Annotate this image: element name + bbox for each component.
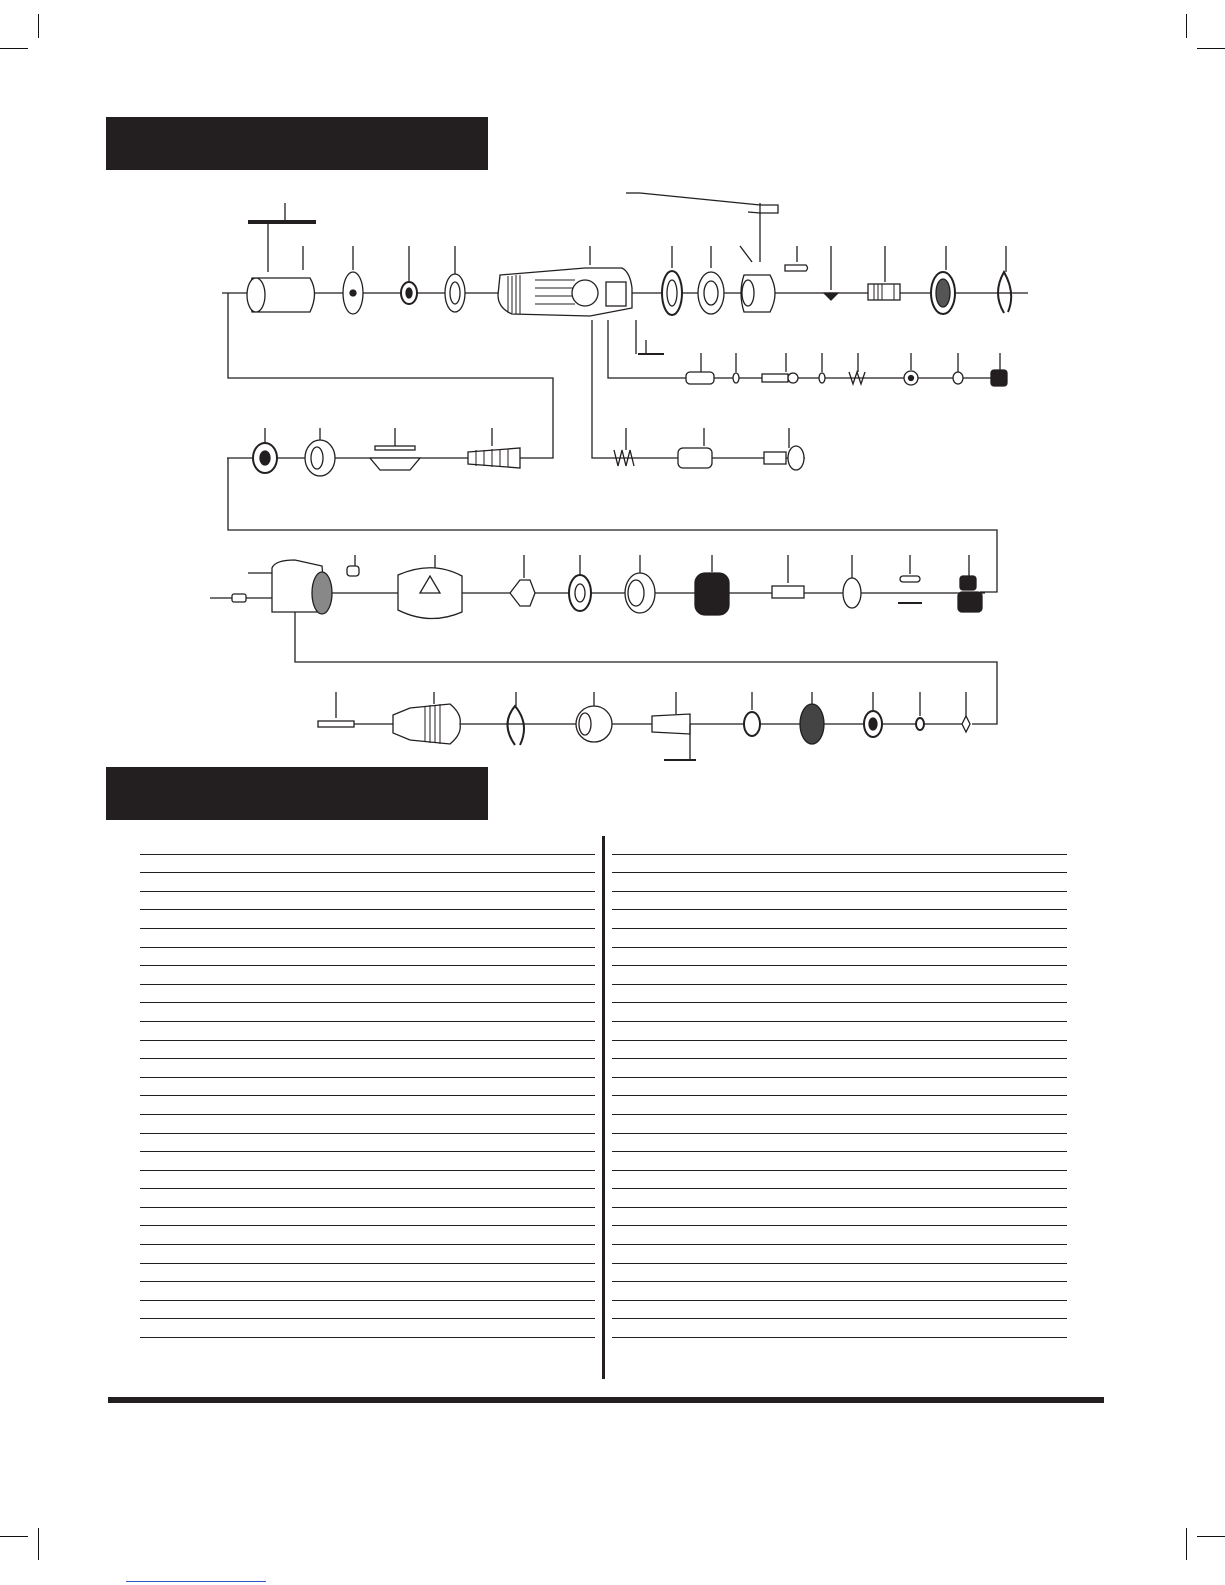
table-row	[140, 836, 595, 855]
table-row	[140, 985, 595, 1004]
crop-mark-bl-h	[0, 1536, 28, 1537]
table-row	[140, 1282, 595, 1301]
table-row	[612, 873, 1067, 892]
table-row	[612, 1041, 1067, 1060]
table-row	[140, 1152, 595, 1171]
table-row	[140, 1041, 595, 1060]
parts-list-right-column	[612, 836, 1067, 1338]
exploded-parts-diagram	[0, 0, 1225, 780]
parts-list-left-column	[140, 836, 595, 1338]
table-row	[140, 1245, 595, 1264]
table-row	[140, 1208, 595, 1227]
table-row	[612, 985, 1067, 1004]
table-row	[612, 1226, 1067, 1245]
table-row	[140, 1096, 595, 1115]
table-row	[612, 1319, 1067, 1338]
table-row	[140, 1264, 595, 1283]
footer-link-underline[interactable]	[126, 1581, 266, 1582]
table-row	[612, 966, 1067, 985]
table-row	[612, 910, 1067, 929]
crop-mark-bl-v	[38, 1528, 39, 1560]
table-row	[612, 1078, 1067, 1097]
table-row	[140, 1115, 595, 1134]
table-row	[612, 892, 1067, 911]
table-row	[140, 1171, 595, 1190]
table-row	[612, 1022, 1067, 1041]
table-row	[612, 1115, 1067, 1134]
table-row	[612, 1264, 1067, 1283]
table-row	[140, 1134, 595, 1153]
table-row	[140, 929, 595, 948]
table-row	[612, 1059, 1067, 1078]
footer-rule	[108, 1397, 1104, 1403]
table-row	[612, 948, 1067, 967]
table-row	[612, 855, 1067, 874]
table-row	[612, 1282, 1067, 1301]
parts-section-header	[106, 767, 488, 820]
crop-mark-br-v	[1186, 1528, 1187, 1560]
table-row	[612, 1134, 1067, 1153]
parts-list-table	[140, 836, 1070, 1379]
table-row	[140, 1078, 595, 1097]
table-row	[140, 948, 595, 967]
table-row	[140, 892, 595, 911]
parts-section-title	[106, 767, 488, 795]
table-row	[612, 1003, 1067, 1022]
table-row	[140, 1226, 595, 1245]
table-row	[612, 1096, 1067, 1115]
table-row	[612, 1189, 1067, 1208]
table-row	[140, 1301, 595, 1320]
table-row	[140, 873, 595, 892]
crop-mark-br-h	[1197, 1536, 1225, 1537]
table-row	[612, 1171, 1067, 1190]
table-row	[140, 1003, 595, 1022]
table-row	[140, 1022, 595, 1041]
column-divider	[602, 836, 605, 1379]
table-row	[140, 910, 595, 929]
table-row	[140, 1189, 595, 1208]
table-row	[612, 836, 1067, 855]
table-row	[140, 1319, 595, 1338]
table-row	[612, 1245, 1067, 1264]
table-row	[612, 1208, 1067, 1227]
table-row	[140, 855, 595, 874]
table-row	[140, 966, 595, 985]
table-row	[612, 929, 1067, 948]
table-row	[612, 1152, 1067, 1171]
table-row	[612, 1301, 1067, 1320]
table-row	[140, 1059, 595, 1078]
